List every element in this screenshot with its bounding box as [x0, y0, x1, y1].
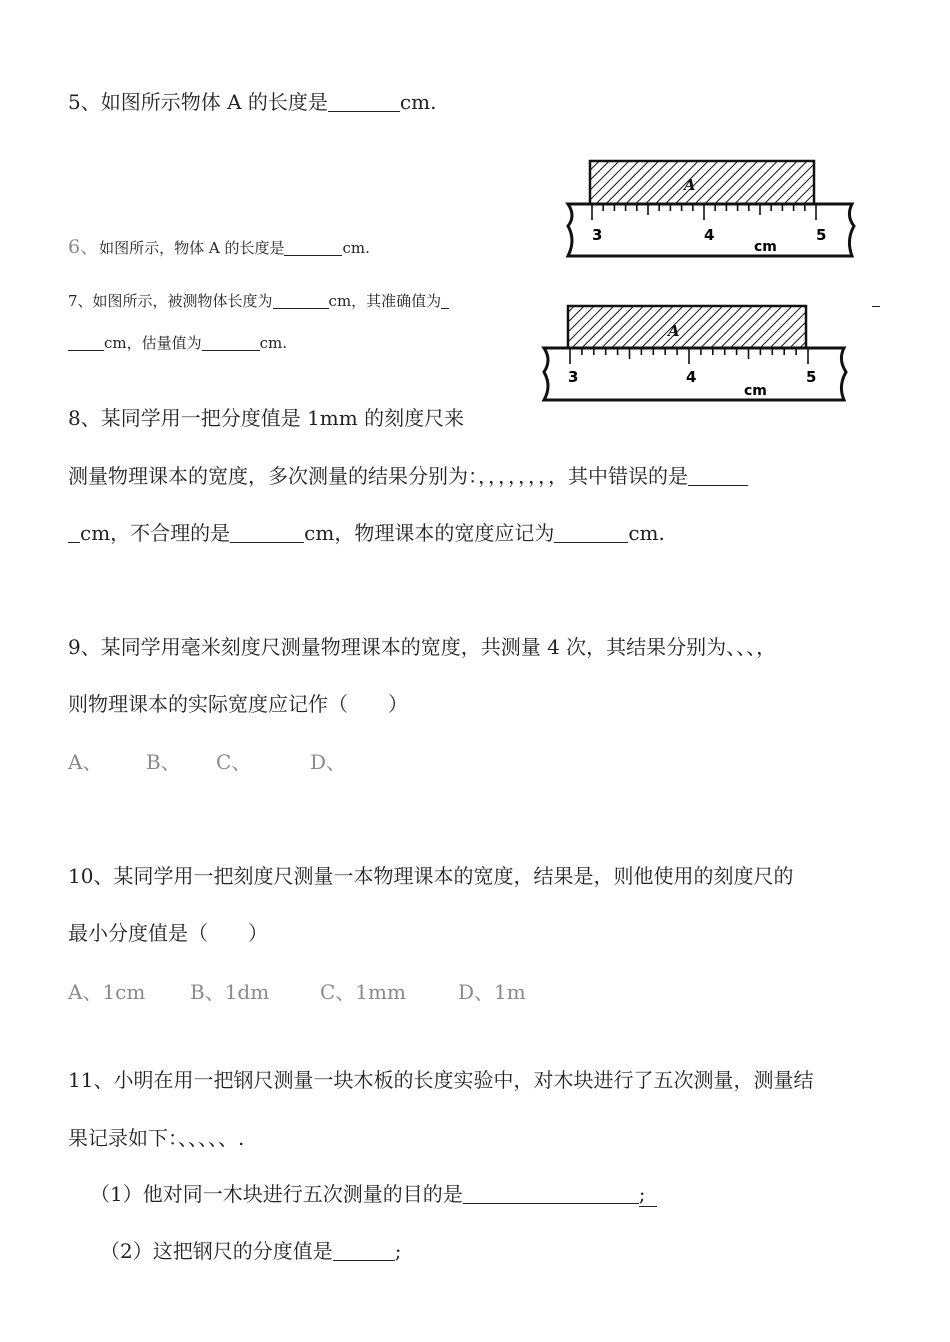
q7-blank-3[interactable]: [202, 335, 260, 351]
q7-blank-2b: [872, 290, 880, 308]
tick-label-5: 5: [816, 226, 827, 244]
q9-line-1: 9、某同学用毫米刻度尺测量物理课本的宽度，共测量 4 次，其结果分别为、、、，: [68, 635, 777, 659]
q9-option-d[interactable]: D、: [310, 750, 347, 774]
object-a: [568, 306, 806, 348]
q7-blank-2c[interactable]: [68, 335, 104, 351]
q10-option-d[interactable]: D、1m: [458, 980, 526, 1004]
q7-line-2: cm，估量值为 cm.: [68, 332, 287, 353]
q11-sub-1: （1）他对同一木块进行五次测量的目的是 ;: [90, 1178, 657, 1207]
tick-label-4: 4: [686, 368, 697, 386]
q11-sub-2: （2）这把钢尺的分度值是 ;: [100, 1239, 402, 1263]
q7-line-1: 7、如图所示，被测物体长度为 cm，其准确值为: [68, 290, 449, 311]
q11-line-1: 11、小明在用一把钢尺测量一块木板的长度实验中，对木块进行了五次测量，测量结: [68, 1068, 814, 1092]
q8-line-1: 8、某同学用一把分度值是 1mm 的刻度尺来: [68, 406, 465, 430]
q8-blank-1a[interactable]: [688, 465, 748, 486]
q10-option-b[interactable]: B、1dm: [190, 980, 270, 1004]
q7-blank-1[interactable]: [273, 293, 329, 309]
q10-option-c[interactable]: C、1mm: [320, 980, 406, 1004]
q9-line-2: 则物理课本的实际宽度应记作（ ）: [68, 692, 408, 716]
q8-line-3: cm，不合理的是 cm，物理课本的宽度应记为 cm.: [68, 517, 665, 546]
q10-options: [68, 976, 526, 1005]
q5-blank[interactable]: [328, 91, 400, 112]
q9-option-b[interactable]: B、: [146, 750, 181, 774]
q8-blank-3[interactable]: [554, 522, 628, 543]
q11-blank-1[interactable]: [463, 1183, 639, 1204]
tick-label-5: 5: [806, 368, 817, 386]
q9-option-a[interactable]: A、: [68, 750, 103, 774]
q6-text: 6、如图所示，物体 A 的长度是 cm.: [68, 236, 370, 258]
unit-label: cm: [754, 239, 777, 255]
object-label: A: [668, 322, 680, 340]
q5-text: 5、如图所示物体 A 的长度是 cm.: [68, 90, 437, 114]
q11-line-2: 果记录如下：、、、、、.: [68, 1126, 245, 1150]
tick-label-3: 3: [568, 368, 579, 386]
q9-option-c[interactable]: C、: [216, 750, 252, 774]
object-label: A: [684, 176, 696, 194]
tick-label-4: 4: [704, 226, 715, 244]
ruler-figure-2: [538, 302, 854, 408]
q7-blank-2a[interactable]: [441, 293, 449, 309]
ruler-figure-1: [562, 158, 862, 262]
q10-line-1: 10、某同学用一把刻度尺测量一本物理课本的宽度，结果是，则他使用的刻度尺的: [68, 864, 794, 888]
q10-option-a[interactable]: A、1cm: [68, 980, 146, 1004]
object-a: [590, 161, 814, 205]
tick-label-3: 3: [592, 226, 603, 244]
unit-label: cm: [744, 383, 767, 399]
q9-options: [68, 746, 346, 775]
q8-line-2: 测量物理课本的宽度，多次测量的结果分别为：，，，，，，，，其中错误的是: [68, 460, 748, 489]
q8-blank-2[interactable]: [230, 522, 304, 543]
q11-blank-2[interactable]: [333, 1240, 395, 1261]
q8-blank-1b[interactable]: [68, 522, 80, 543]
q10-line-2: 最小分度值是（ ）: [68, 921, 268, 945]
q6-blank[interactable]: [284, 240, 342, 256]
